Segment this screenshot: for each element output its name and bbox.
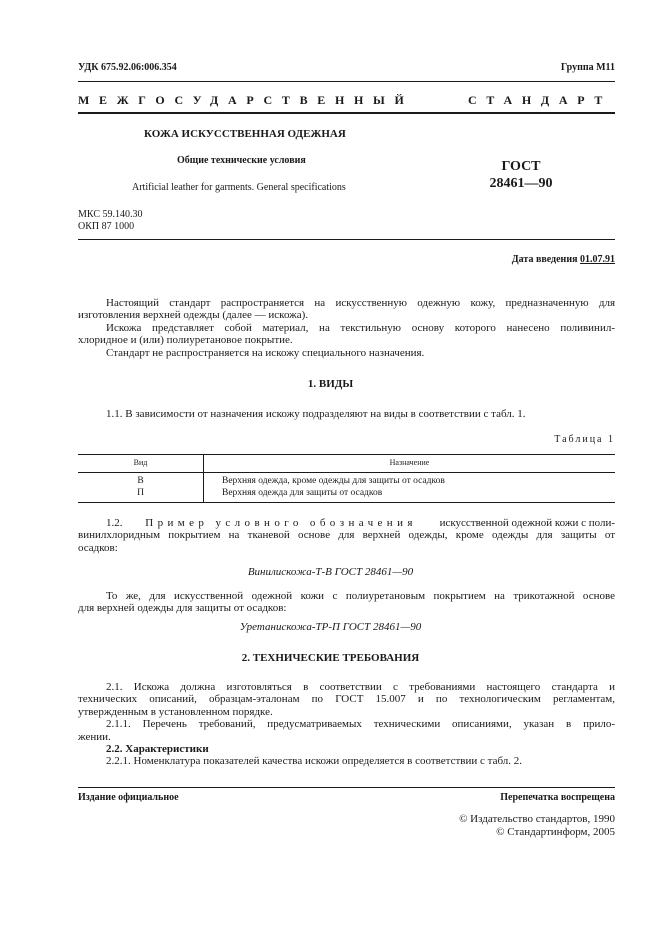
intro-date-value: 01.07.91: [580, 254, 615, 265]
clause-1-2-line2: винилхлоридным покрытием на тканевой основе для верхней одежды, кроме одежды для защиты от: [78, 529, 615, 542]
table-top-rule: [78, 454, 615, 455]
standard-subtitle: Общие технические условия: [177, 155, 306, 166]
udk-code: УДК 675.92.06:006.354: [78, 62, 177, 73]
clause-1-1: 1.1. В зависимости от назначения искожу подразделяют на виды в соответствии с табл. 1.: [106, 408, 526, 420]
intro-text: [78, 297, 615, 359]
reprint-prohibited: Перепечатка воспрещена: [500, 792, 615, 803]
table-header-kind: Вид: [133, 458, 148, 467]
intro-p3: Стандарт не распространяется на искожу специального назначения.: [106, 346, 425, 359]
table1-caption: Таблица 1: [554, 434, 615, 445]
gost-label: ГОСТ: [501, 159, 541, 174]
clause-2-1-line2: технических описаний, образцам-эталонам по ГОСТ 15.007 и по технологическим регламентам,: [78, 693, 615, 706]
intro-p2-line2: хлоридное и (или) полиуретановое покрытие.: [78, 334, 293, 347]
section2-heading: 2. ТЕХНИЧЕСКИЕ ТРЕБОВАНИЯ: [241, 652, 420, 664]
english-title: Artificial leather for garments. General specifications: [132, 182, 346, 193]
footer-rule: [78, 787, 615, 788]
designation-example-1: Винилискожа-Т-В ГОСТ 28461—90: [247, 566, 414, 578]
clause-2-1-1-line1: 2.1.1. Перечень требований, предусматриваемых техническими описаниями, указан в прило-: [106, 718, 615, 731]
table-row1-kind: В: [137, 476, 144, 486]
gost-number: 28461—90: [489, 176, 553, 191]
clause-2-2-heading: 2.2. Характеристики: [106, 743, 209, 756]
same-line2: для верхней одежды для защиты от осадков:: [78, 602, 287, 615]
banner-standard: СТАНДАРТ: [468, 93, 613, 107]
banner-interstate: МЕЖГОСУДАРСТВЕННЫЙ: [78, 93, 414, 107]
intro-p2-line1: Искожа представляет собой материал, на текстильную основу которого нанесено поливинил-: [106, 321, 615, 334]
header-rule: [78, 81, 615, 82]
clause-2-2-1: 2.2.1. Номенклатура показателей качества искожи определяется в соответствии с табл. 2.: [106, 755, 523, 768]
copyright-2005: © Стандартинформ, 2005: [496, 826, 615, 838]
clause-1-2-rest: искусственной одежной кожи с поли-: [439, 517, 615, 529]
clause-2-1-1-line2: жении.: [78, 730, 111, 743]
clause-1-2-line3: осадков:: [78, 541, 118, 554]
title-rule: [78, 239, 615, 240]
table-row1-purpose: Верхняя одежда, кроме одежды для защиты от осадков: [222, 476, 445, 486]
clause-1-2-number: 1.2.: [106, 517, 123, 529]
section2-text: [78, 681, 615, 768]
designation-example-2: Уретанискожа-ТР-П ГОСТ 28461—90: [239, 621, 422, 633]
mks-code: МКС 59.140.30: [78, 209, 143, 220]
banner-rule: [78, 112, 615, 114]
table-row2-purpose: Верхняя одежда для защиты от осадков: [222, 488, 383, 498]
clause-1-2-line1: [78, 517, 615, 529]
clause-2-1-line3: утвержденным в установленном порядке.: [78, 705, 273, 718]
same-paragraph: [78, 590, 615, 615]
intro-date: [512, 254, 615, 265]
official-edition: Издание официальное: [78, 792, 179, 803]
group-code: Группа М11: [560, 62, 615, 73]
table-row2-kind: П: [137, 488, 144, 498]
intro-p1-line1: Настоящий стандарт распространяется на искусственную одежную кожу, предназначенную для: [106, 297, 615, 309]
copyright-1990: © Издательство стандартов, 1990: [459, 813, 615, 825]
okp-code: ОКП 87 1000: [78, 221, 135, 232]
clause-1-2-spaced-term: Пример условного обозначения: [145, 517, 417, 529]
same-line1: То же, для искусственной одежной кожи с полиуретановым покрытием на трикотажной основе: [106, 590, 615, 602]
table-header-purpose: Назначение: [389, 458, 430, 467]
clause-1-2: [78, 517, 615, 554]
section1-heading: 1. ВИДЫ: [307, 378, 354, 390]
standard-title: КОЖА ИСКУССТВЕННАЯ ОДЕЖНАЯ: [144, 128, 346, 140]
table-bottom-rule: [78, 502, 615, 503]
intro-p1-line2: изготовления верхней одежды (далее — искожа).: [78, 309, 309, 322]
table-header-rule: [78, 472, 615, 473]
clause-2-1-line1: 2.1. Искожа должна изготовляться в соответствии с требованиями настоящего стандарта и: [106, 681, 615, 693]
section1-text: [78, 408, 615, 420]
intro-date-label: Дата введения: [511, 254, 578, 265]
